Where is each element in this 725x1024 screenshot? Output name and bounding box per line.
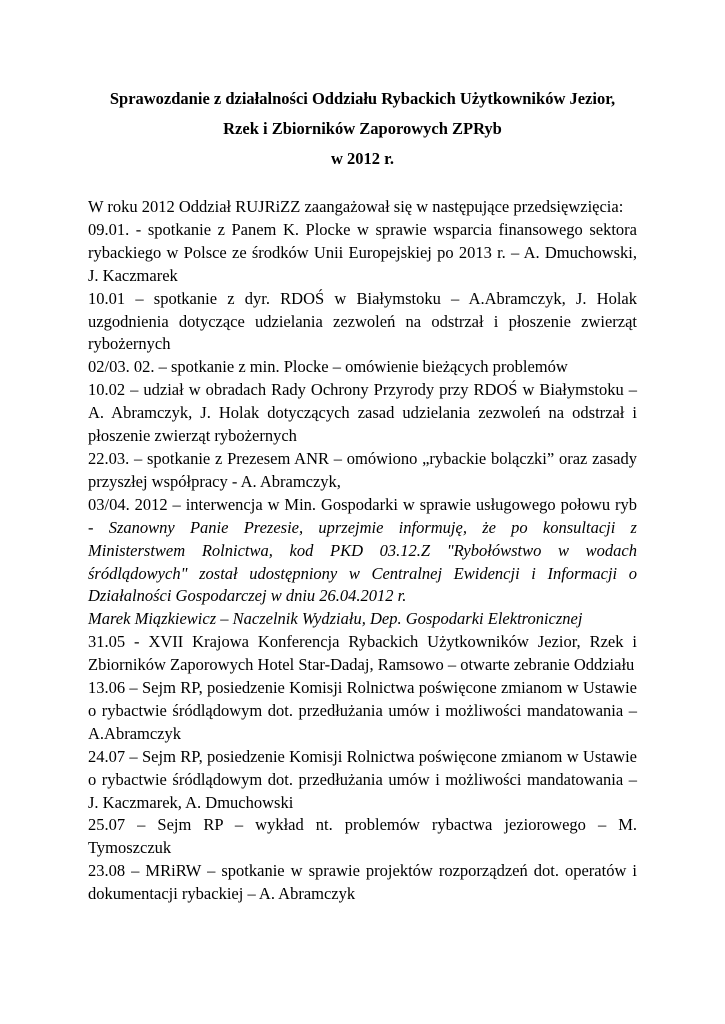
paragraph-entry — [88, 219, 637, 288]
paragraph-entry — [88, 448, 637, 494]
paragraph-text: 23.08 – MRiRW – spotkanie w sprawie projektów rozporządzeń dot. operatów i dokumentacji rybackiej – A. Abramczyk — [88, 861, 637, 904]
paragraph-text: 10.02 – udział w obradach Rady Ochrony Przyrody przy RDOŚ w Białymstoku – A. Abramczyk, J. Holak dotyczących zasad udzielania zezwoleń na odstrzał i płoszenie zwierząt rybożernych — [88, 380, 637, 446]
paragraph-text: 31.05 - XVII Krajowa Konferencja Rybackich Użytkowników Jezior, Rzek i Zbiorników Zaporowych Hotel Star-Dadaj, Ramsowo – otwarte zebranie Oddziału — [88, 632, 637, 675]
paragraph-entry — [88, 379, 637, 448]
paragraph-entry — [88, 860, 637, 906]
paragraph-entry — [88, 814, 637, 860]
document-body — [88, 196, 637, 906]
paragraph-text: 03/04. 2012 – interwencja w Min. Gospodarki w sprawie usługowego połowu ryb - — [88, 494, 637, 537]
paragraph-entry — [88, 746, 637, 815]
quoted-letter: Szanowny Panie Prezesie, uprzejmie informuję, że po konsultacji z Ministerstwem Rolnictwa, kod PKD 03.12.Z "Rybołówstwo w wodach śródlądowych" został udostępniony w Centralnej Ewidencji i Informacji o Działalności Gospodarczej w dniu 26.04.2012 r. — [88, 517, 637, 606]
paragraph-entry — [88, 677, 637, 746]
title-line-3: w 2012 r. — [330, 149, 395, 168]
paragraph-entry — [88, 288, 637, 357]
paragraph-signature — [88, 608, 637, 631]
paragraph-text: W roku 2012 Oddział RUJRiZZ zaangażował się w następujące przedsięwzięcia: — [88, 197, 624, 216]
signature-text: Marek Miązkiewicz – Naczelnik Wydziału, Dep. Gospodarki Elektronicznej — [88, 609, 583, 629]
paragraph-entry — [88, 494, 637, 609]
paragraph-text: 02/03. 02. – spotkanie z min. Plocke – omówienie bieżących problemów — [88, 357, 568, 377]
paragraph-intro — [88, 196, 637, 219]
paragraph-text: 22.03. – spotkanie z Prezesem ANR – omówiono „rybackie bolączki” oraz zasady przyszłej współpracy - A. Abramczyk, — [88, 448, 637, 491]
paragraph-text: 24.07 – Sejm RP, posiedzenie Komisji Rolnictwa poświęcone zmianom w Ustawie o rybactwie śródlądowym dot. przedłużania umów i możliwości mandatowania – J. Kaczmarek, A. Dmuchowski — [88, 746, 637, 812]
document-title — [88, 0, 637, 174]
paragraph-text: 10.01 – spotkanie z dyr. RDOŚ w Białymstoku – A.Abramczyk, J. Holak uzgodnienia dotyczące udzielania zezwoleń na odstrzał i płoszenie zwierząt rybożernych — [88, 288, 637, 354]
paragraph-text: 13.06 – Sejm RP, posiedzenie Komisji Rolnictwa poświęcone zmianom w Ustawie o rybactwie śródlądowym dot. przedłużania umów i możliwości mandatowania – A.Abramczyk — [88, 678, 637, 743]
paragraph-text: 25.07 – Sejm RP – wykład nt. problemów rybactwa jeziorowego – M. Tymoszczuk — [88, 815, 637, 858]
title-line-2: Rzek i Zbiorników Zaporowych ZPRyb — [223, 119, 502, 138]
paragraph-entry — [88, 631, 637, 677]
paragraph-entry — [88, 356, 637, 379]
title-line-1: Sprawozdanie z działalności Oddziału Rybackich Użytkowników Jezior, — [109, 89, 616, 108]
paragraph-text: 09.01. - spotkanie z Panem K. Plocke w sprawie wsparcia finansowego sektora rybackiego w Polsce ze środków Unii Europejskiej po 2013 r. – A. Dmuchowski, J. Kaczmarek — [88, 219, 637, 285]
